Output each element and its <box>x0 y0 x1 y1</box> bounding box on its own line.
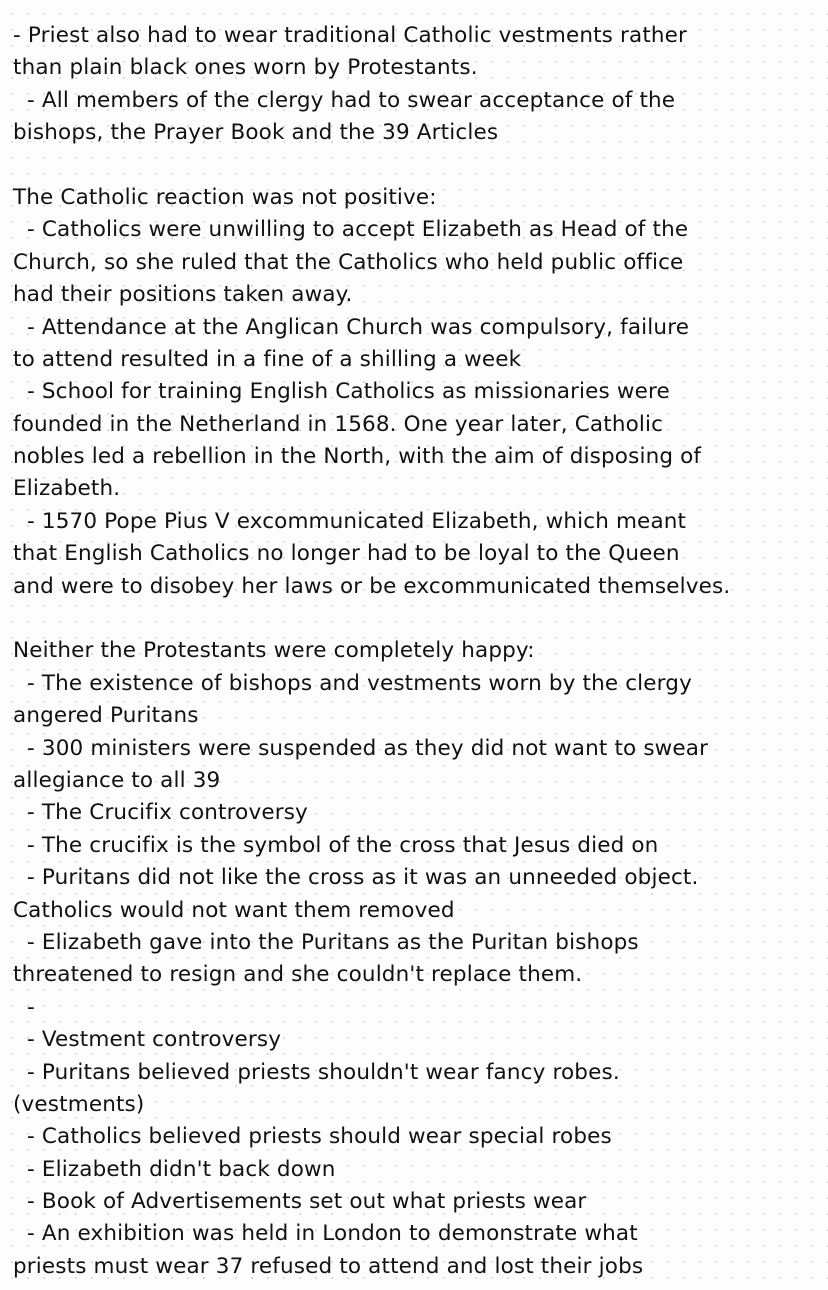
note-line: - The crucifix is the symbol of the cross that Jesus died on <box>13 832 659 858</box>
note-line: - School for training English Catholics as missionaries were <box>13 379 670 405</box>
note-line: Catholics would not want them removed <box>13 897 455 923</box>
note-line: - <box>13 994 35 1020</box>
blank-line <box>13 603 828 635</box>
note-line: that English Catholics no longer had to be loyal to the Queen <box>13 541 680 567</box>
note-line: angered Puritans <box>13 703 199 729</box>
note-line: - Book of Advertisements set out what priests wear <box>13 1189 587 1215</box>
note-line: threatened to resign and she couldn't replace them. <box>13 962 583 988</box>
note-line: Church, so she ruled that the Catholics who held public office <box>13 249 684 275</box>
note-line: - Vestment controversy <box>13 1027 282 1053</box>
note-line: - The existence of bishops and vestments worn by the clergy <box>13 670 692 696</box>
note-line: - 300 ministers were suspended as they did not want to swear <box>13 735 709 761</box>
note-line: - Elizabeth didn't back down <box>13 1156 336 1182</box>
note-line: - Catholics were unwilling to accept Elizabeth as Head of the <box>13 217 689 243</box>
note-line: - All members of the clergy had to swear acceptance of the <box>13 87 676 113</box>
note-line: (vestments) <box>13 1091 145 1117</box>
note-line: allegiance to all 39 <box>13 767 221 793</box>
section-heading: Neither the Protestants were completely happy: <box>13 638 535 664</box>
note-line: - Attendance at the Anglican Church was compulsory, failure <box>13 314 690 340</box>
note-line: than plain black ones worn by Protestants. <box>13 55 478 81</box>
note-line: - Elizabeth gave into the Puritans as the Puritan bishops <box>13 929 639 955</box>
blank-line <box>13 150 828 182</box>
note-line: bishops, the Prayer Book and the 39 Articles <box>13 120 499 146</box>
note-line: had their positions taken away. <box>13 282 353 308</box>
note-line: and were to disobey her laws or be excommunicated themselves. <box>13 573 731 599</box>
note-line: to attend resulted in a fine of a shilling a week <box>13 346 522 372</box>
note-line: - Priest also had to wear traditional Catholic vestments rather <box>13 23 688 48</box>
note-line: nobles led a rebellion in the North, with the aim of disposing of <box>13 444 702 470</box>
section-heading: The Catholic reaction was not positive: <box>13 184 437 210</box>
note-line: - Puritans believed priests shouldn't wear fancy robes. <box>13 1059 620 1085</box>
note-line: - Puritans did not like the cross as it was an unneeded object. <box>13 865 699 891</box>
note-line: - An exhibition was held in London to demonstrate what <box>13 1221 638 1247</box>
note-line: founded in the Netherland in 1568. One year later, Catholic <box>13 411 664 437</box>
note-line: priests must wear 37 refused to attend and lost their jobs <box>13 1253 644 1279</box>
note-line: - The Crucifix controversy <box>13 800 308 826</box>
note-line: Elizabeth. <box>13 476 121 502</box>
note-line: - 1570 Pope Pius V excommunicated Elizabeth, which meant <box>13 508 687 534</box>
note-line: - Catholics believed priests should wear special robes <box>13 1124 612 1150</box>
